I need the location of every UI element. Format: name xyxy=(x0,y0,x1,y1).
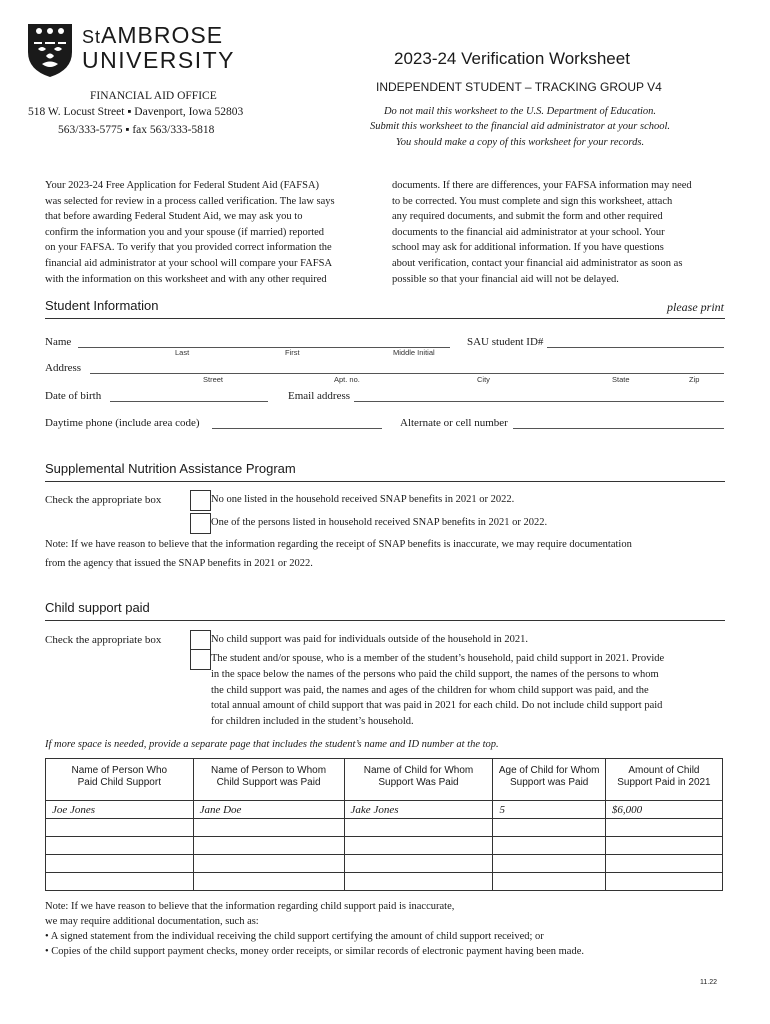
intro-left-line: confirm the information you and your spouse (if married) reported xyxy=(45,226,325,238)
header-text: Support was Paid xyxy=(509,777,589,788)
child-support-table xyxy=(45,758,723,891)
office-address: 518 W. Locust Street ▪ Davenport, Iowa 52803 xyxy=(28,106,244,118)
intro-right-line: to be corrected. You must complete and sign this worksheet, attach xyxy=(392,195,673,207)
intro-right-line: about verification, contact your financial aid administrator as soon as xyxy=(392,257,683,269)
table-cell[interactable] xyxy=(344,819,493,837)
intro-right-column xyxy=(392,178,692,287)
child-support-none-label: No child support was paid for individuals outside of the household in 2021. xyxy=(211,634,529,645)
table-header-row xyxy=(46,759,723,801)
intro-left-line: on your FAFSA. To verify that you provided correct information the xyxy=(45,242,332,254)
snap-option-received-label: One of the persons listed in household received SNAP benefits in 2021 or 2022. xyxy=(211,517,548,528)
child-support-paid-line-3: the child support was paid, the names and ages of the children for whom child support was paid, and the xyxy=(211,685,649,696)
please-print-note: please print xyxy=(667,300,724,314)
middle-initial-sublabel: Middle Initial xyxy=(393,348,435,357)
page-title: 2023-24 Verification Worksheet xyxy=(394,49,630,68)
student-info-heading: Student Information xyxy=(45,298,159,313)
child-support-heading: Child support paid xyxy=(45,600,150,615)
zip-sublabel: Zip xyxy=(689,375,700,384)
last-name-sublabel: Last xyxy=(175,348,190,357)
street-sublabel: Street xyxy=(203,375,224,384)
table-cell[interactable]: Jane Doe xyxy=(193,801,344,819)
child-support-note-line-2: we may require additional documentation, such as: xyxy=(45,916,259,927)
column-header-payee xyxy=(193,759,344,801)
column-header-child-name xyxy=(344,759,493,801)
university-name-line1 xyxy=(82,22,223,49)
header-text: Paid Child Support xyxy=(77,777,161,788)
snap-check-label: Check the appropriate box xyxy=(45,494,162,506)
child-support-paid-checkbox[interactable] xyxy=(190,649,211,670)
child-support-note-bullet-2: • Copies of the child support payment checks, money order receipts, or similar records of electronic payment having been made. xyxy=(45,946,585,957)
table-cell[interactable] xyxy=(493,855,605,873)
intro-left-line: Your 2023-24 Free Application for Federal Student Aid (FAFSA) xyxy=(45,180,320,191)
intro-left-line: with the information on this worksheet and with any other required xyxy=(45,273,327,285)
header-text: Name of Child for Whom xyxy=(363,765,474,776)
header-text: Child Support was Paid xyxy=(216,777,321,788)
child-support-check-label: Check the appropriate box xyxy=(45,634,162,646)
table-cell[interactable]: $6,000 xyxy=(605,801,722,819)
apt-sublabel: Apt. no. xyxy=(334,375,360,384)
first-name-sublabel: First xyxy=(285,348,300,357)
sau-id-field[interactable] xyxy=(547,347,724,348)
header-note-2: Submit this worksheet to the financial aid administrator at your school. xyxy=(369,121,671,132)
header-text: Name of Person Who xyxy=(71,765,168,776)
table-cell[interactable] xyxy=(46,819,194,837)
email-label: Email address xyxy=(288,390,351,402)
university-name-line2: UNIVERSITY xyxy=(82,47,236,73)
name-label: Name xyxy=(45,336,72,348)
header-text: Amount of Child xyxy=(628,765,700,776)
table-cell[interactable] xyxy=(193,837,344,855)
header-note-3: You should make a copy of this worksheet for your records. xyxy=(395,137,645,148)
snap-option-none-label: No one listed in the household received SNAP benefits in 2021 or 2022. xyxy=(211,494,515,505)
table-cell[interactable] xyxy=(193,873,344,891)
email-field[interactable] xyxy=(354,401,724,402)
table-row xyxy=(46,819,723,837)
office-phones: 563/333-5775 ▪ fax 563/333-5818 xyxy=(58,124,215,136)
university-name-ambrose: AMBROSE xyxy=(101,22,224,48)
child-support-paid-line-4: total annual amount of child support that was paid in 2021 for each child. Do not include child support paid xyxy=(211,700,663,711)
intro-right-line: possible so that your financial aid will not be delayed. xyxy=(392,273,619,285)
state-sublabel: State xyxy=(612,375,630,384)
alt-phone-label: Alternate or cell number xyxy=(400,417,508,429)
address-label: Address xyxy=(45,362,82,374)
dob-label: Date of birth xyxy=(45,390,102,402)
table-cell[interactable] xyxy=(46,873,194,891)
table-cell[interactable] xyxy=(344,855,493,873)
table-cell[interactable] xyxy=(46,837,194,855)
intro-left-line: that before awarding Federal Student Aid, we may ask you to xyxy=(45,211,303,223)
more-space-note: If more space is needed, provide a separate page that includes the student’s name and ID number at the top. xyxy=(45,739,499,750)
snap-heading: Supplemental Nutrition Assistance Program xyxy=(45,461,296,476)
table-cell[interactable] xyxy=(605,819,722,837)
snap-option-none-checkbox[interactable] xyxy=(190,490,211,511)
header-text: Support Paid in 2021 xyxy=(617,777,711,788)
page-subtitle: INDEPENDENT STUDENT – TRACKING GROUP V4 xyxy=(376,80,662,94)
section-divider xyxy=(45,620,725,621)
table-row xyxy=(46,801,723,819)
intro-left-line: financial aid administrator at your school will compare your FAFSA xyxy=(45,257,333,269)
child-support-note-bullet-1: • A signed statement from the individual receiving the child support certifying the amount of child support received; or xyxy=(45,931,544,942)
address-field[interactable] xyxy=(90,373,724,374)
table-cell[interactable] xyxy=(605,837,722,855)
child-support-none-checkbox[interactable] xyxy=(190,630,211,651)
university-name-st: St xyxy=(82,27,102,47)
table-cell[interactable]: Jake Jones xyxy=(344,801,493,819)
office-name: FINANCIAL AID OFFICE xyxy=(90,90,217,102)
child-support-paid-line-1: The student and/or spouse, who is a member of the student’s household, paid child support in 2021. Provide xyxy=(211,653,665,664)
table-cell[interactable] xyxy=(605,855,722,873)
table-row xyxy=(46,855,723,873)
sau-id-label: SAU student ID# xyxy=(467,336,544,348)
header-text: Age of Child for Whom xyxy=(498,765,600,776)
alt-phone-field[interactable] xyxy=(513,428,724,429)
table-cell[interactable] xyxy=(193,819,344,837)
intro-left-line: was selected for review in a process called verification. The law says xyxy=(45,195,335,207)
snap-option-received-checkbox[interactable] xyxy=(190,513,211,534)
table-cell[interactable] xyxy=(193,855,344,873)
child-support-paid-line-2: in the space below the names of the persons who paid the child support, the names of the persons to whom xyxy=(211,669,659,680)
intro-left-column xyxy=(45,178,335,287)
header-text: Name of Person to Whom xyxy=(211,765,327,776)
table-row xyxy=(46,837,723,855)
intro-right-line: documents to the financial aid administrator at your school. Your xyxy=(392,226,665,238)
table-cell[interactable] xyxy=(344,873,493,891)
column-header-amount xyxy=(605,759,722,801)
snap-note-line-1: Note: If we have reason to believe that the information regarding the receipt of SNAP benefits is inaccurate, we may require documentation xyxy=(45,539,632,550)
table-cell[interactable] xyxy=(493,819,605,837)
city-sublabel: City xyxy=(477,375,490,384)
revision-number: 11.22 xyxy=(700,979,717,986)
section-divider xyxy=(45,318,725,319)
column-header-child-age xyxy=(493,759,605,801)
header-text: Support Was Paid xyxy=(378,777,459,788)
table-row xyxy=(46,873,723,891)
table-cell[interactable]: 5 xyxy=(493,801,605,819)
table-cell[interactable]: Joe Jones xyxy=(46,801,194,819)
section-divider xyxy=(45,481,725,482)
table-cell[interactable] xyxy=(493,837,605,855)
column-header-payer xyxy=(46,759,194,801)
dob-field[interactable] xyxy=(110,401,268,402)
table-cell[interactable] xyxy=(344,837,493,855)
snap-note-line-2: from the agency that issued the SNAP benefits in 2021 or 2022. xyxy=(45,558,313,569)
university-crest-logo xyxy=(26,22,74,78)
intro-right-line: school may ask for additional information. If you have questions xyxy=(392,242,664,254)
daytime-phone-field[interactable] xyxy=(212,428,382,429)
table-cell[interactable] xyxy=(605,873,722,891)
child-support-note-line-1: Note: If we have reason to believe that the information regarding child support paid is inaccurate, xyxy=(45,901,455,912)
daytime-phone-label: Daytime phone (include area code) xyxy=(45,417,200,429)
child-support-paid-line-5: for children included in the student’s household. xyxy=(211,716,414,727)
intro-right-line: documents. If there are differences, your FAFSA information may need xyxy=(392,180,692,191)
table-cell[interactable] xyxy=(493,873,605,891)
intro-right-line: any required documents, and submit the form and other required xyxy=(392,211,663,223)
table-cell[interactable] xyxy=(46,855,194,873)
header-note-1: Do not mail this worksheet to the U.S. Department of Education. xyxy=(383,106,657,117)
